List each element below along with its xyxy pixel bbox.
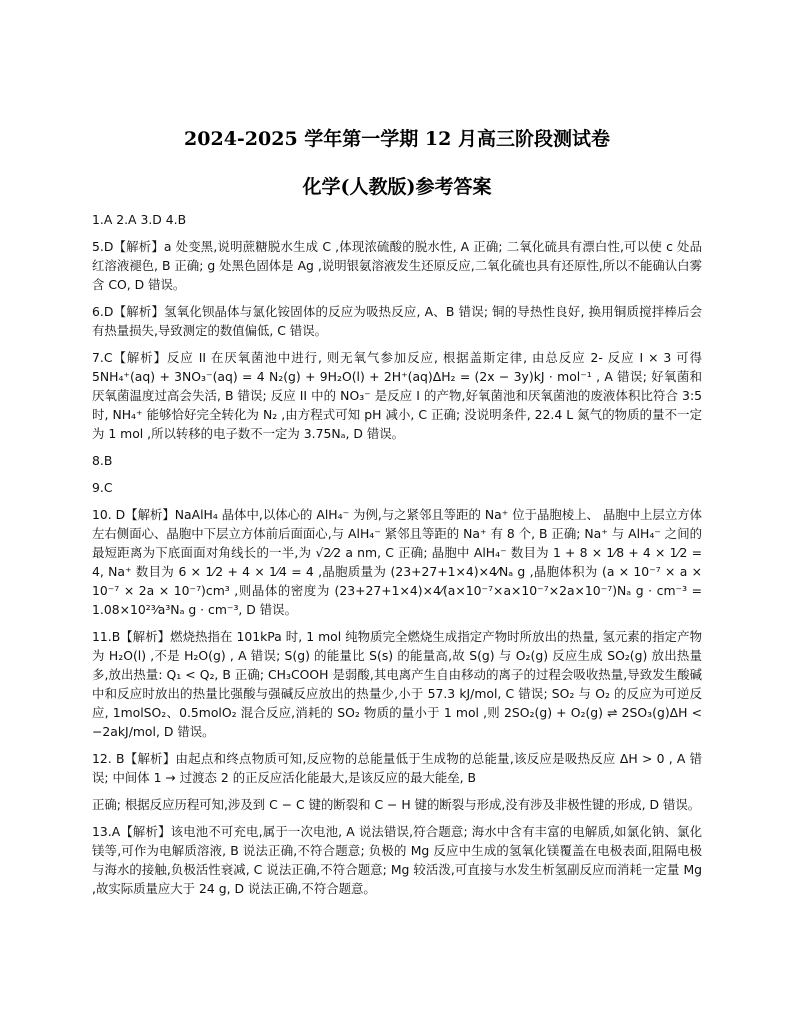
answer-1-4: 1.A 2.A 3.D 4.B [92, 212, 187, 227]
answer-11: 11.B【解析】燃烧热指在 101kPa 时, 1 mol 纯物质完全燃烧生成指定产物时所放出的热量, 氢元素的指定产物为 H₂O(l) ,不是 H₂O(g) , A 错误; S(g) 的能量比 S(s) 的能量高,故 S(g) 与 O₂(g) 反应生成 SO₂(g) 放出热量多,放出热量: Q₁ < Q₂, B 正确; CH₃COOH 是弱酸,其电离产生自由移动的离子的过程会吸收热量,导致发生酸碱中和反应时放出的热量比强酸与强碱反应放出的热量少,小于 57.3 kJ/mol, C 错误; SO₂ 与 O₂ 的反应为可逆反应, 1molSO₂、0.5molO₂ 混合反应,消耗的 SO₂ 物质的量小于 1 mol ,则 2SO₂(g) + O₂(g) ⇌ 2SO₃(g)ΔH < −2akJ/mol, D 错误。 [92, 629, 703, 739]
page-subtitle: 化学(人教版)参考答案 [302, 176, 492, 198]
answer-8: 8.B [92, 453, 113, 468]
answer-5: 5.D【解析】a 处变黑,说明蔗糖脱水生成 C ,体现浓硫酸的脱水性, A 正确; 二氧化硫具有漂白性,可以使 c 处品红溶液褪色, B 正确; g 处黑色固体是 Ag ,说明银氨溶液发生还原反应,二氧化硫也具有还原性,所以不能确认白雾含 CO, D 错误。 [92, 239, 702, 292]
answer-12-part1: 12. B【解析】由起点和终点物质可知,反应物的总能量低于生成物的总能量,该反应是吸热反应 ΔH > 0 , A 错误; 中间体 1 → 过渡态 2 的正反应活化能最大,是该反应的最大能垒, B [92, 751, 702, 785]
page-title: 2024-2025 学年第一学期 12 月高三阶段测试卷 [184, 128, 610, 150]
answer-9: 9.C [92, 480, 113, 495]
answer-list [92, 210, 702, 898]
answer-6: 6.D【解析】氢氧化钡晶体与氯化铵固体的反应为吸热反应, A、B 错误; 铜的导热性良好, 换用铜质搅拌棒后会有热量损失,导致测定的数值偏低, C 错误。 [92, 304, 702, 338]
answer-10: 10. D【解析】NaAlH₄ 晶体中,以体心的 AlH₄⁻ 为例,与之紧邻且等距的 Na⁺ 位于晶胞棱上、 晶胞中上层立方体左右侧面心、晶胞中下层立方体前后面面心,与 AlH₄⁻ 紧邻且等距的 Na⁺ 有 8 个, B 正确; Na⁺ 与 AlH₄⁻ 之间的最短距离为下底面面对角线长的一半,为 √2⁄2 a nm, C 正确; 晶胞中 AlH₄⁻ 数目为 1 + 8 × 1⁄8 + 4 × 1⁄2 = 4, Na⁺ 数目为 6 × 1⁄2 + 4 × 1⁄4 = 4 ,晶胞质量为 (23+27+1×4)×4⁄Nₐ g ,晶胞体积为 (a × 10⁻⁷ × a × 10⁻⁷ × 2a × 10⁻⁷)cm³ ,则晶体的密度为 (23+27+1×4)×4⁄(a×10⁻⁷×a×10⁻⁷×2a×10⁻⁷)Nₐ g · cm⁻³ = 1.08×10²³⁄a³Nₐ g · cm⁻³, D 错误。 [92, 507, 702, 617]
answer-7: 7.C【解析】反应 II 在厌氧菌池中进行, 则无氧气参加反应, 根据盖斯定律, 由总反应 2- 反应 I × 3 可得 5NH₄⁺(aq) + 3NO₃⁻(aq) = 4 N₂(g) + 9H₂O(l) + 2H⁺(aq)ΔH₂ = (2x − 3y)kJ · mol⁻¹ , A 错误; 好氧菌和厌氧菌温度过高会失活, B 错误; 反应 II 中的 NO₃⁻ 是反应 I 的产物,好氧菌池和厌氧菌池的废液体积比符合 3:5 时, NH₄⁺ 能够恰好完全转化为 N₂ ,由方程式可知 pH 减小, C 正确; 没说明条件, 22.4 L 氮气的物质的量不一定为 1 mol ,所以转移的电子数不一定为 3.75Nₐ, D 错误。 [92, 350, 702, 441]
answer-13: 13.A【解析】该电池不可充电,属于一次电池, A 说法错误,符合题意; 海水中含有丰富的电解质,如氯化钠、氯化镁等,可作为电解质溶液, B 说法正确,不符合题意; 负极的 Mg 反应中生成的氢氧化镁覆盖在电极表面,阻隔电极与海水的接触,负极活性衰减, C 说法正确,不符合题意; Mg 较活泼,可直接与水发生析氢副反应而消耗一定量 Mg ,故实际质量应大于 24 g, D 说法正确,不符合题意。 [92, 824, 702, 896]
answer-12-part2: 正确; 根据反应历程可知,涉及到 C − C 键的断裂和 C − H 键的断裂与形成,没有涉及非极性键的形成, D 错误。 [92, 797, 701, 812]
